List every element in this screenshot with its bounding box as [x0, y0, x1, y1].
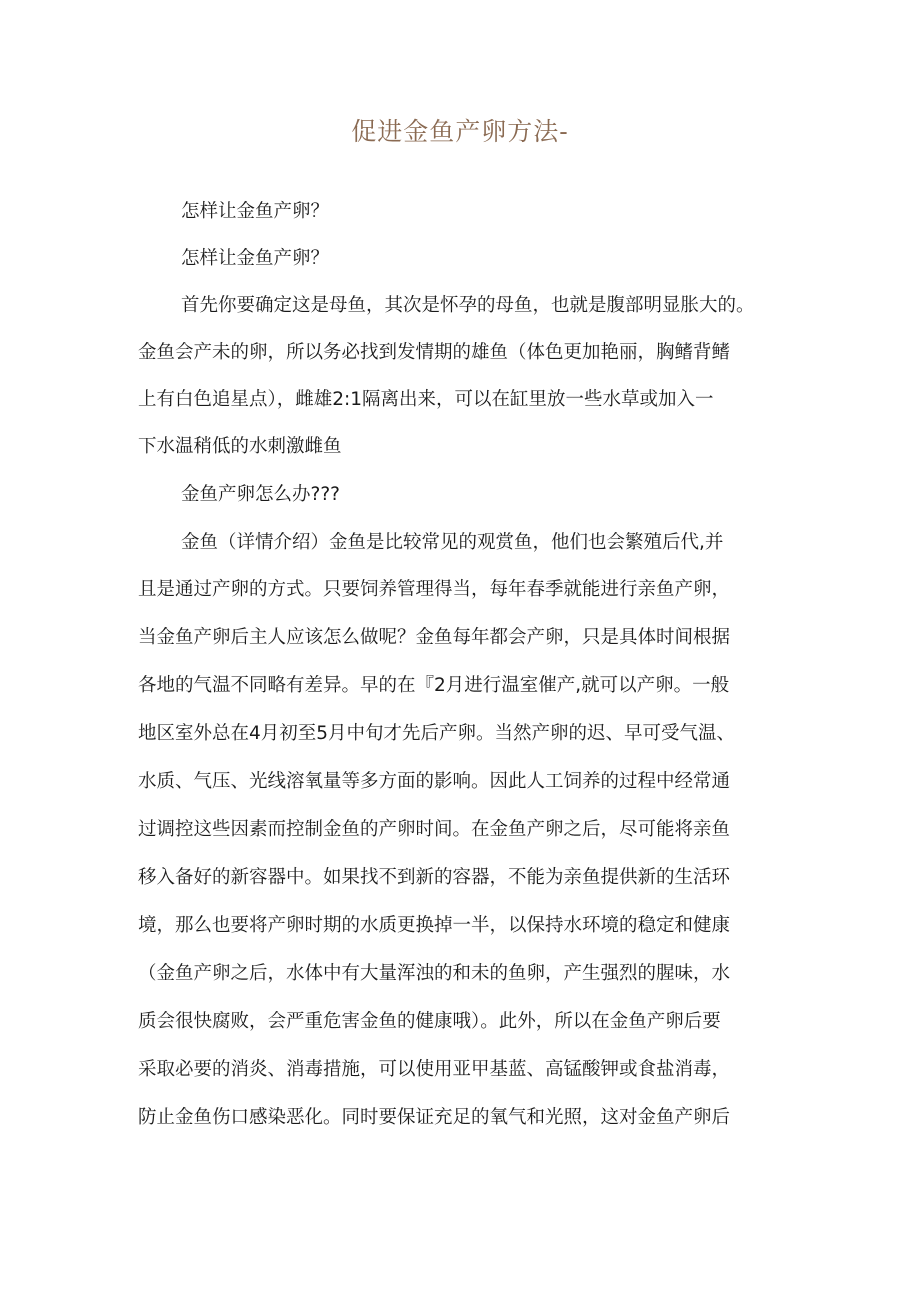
paragraph-line: 过调控这些因素而控制金鱼的产卵时间。在金鱼产卵之后，尽可能将亲鱼 — [138, 819, 731, 840]
paragraph-line: 下水温稍低的水刺激雌鱼 — [138, 436, 342, 457]
paragraph-heading: 怎样让金鱼产卵？ — [181, 201, 330, 222]
paragraph-heading: 金鱼产卵怎么办??? — [181, 484, 340, 505]
paragraph-line: 境，那么也要将产卵时期的水质更换掉一半，以保持水环境的稳定和健康 — [138, 915, 731, 936]
document-title: 促进金鱼产卵方法- — [351, 117, 569, 146]
paragraph-line: 防止金鱼伤口感染恶化。同时要保证充足的氧气和光照，这对金鱼产卵后 — [138, 1107, 731, 1128]
paragraph-line: 金鱼会产未的卵，所以务必找到发情期的雄鱼（体色更加艳丽，胸鳍背鳍 — [138, 342, 731, 363]
paragraph-line: 移入备好的新容器中。如果找不到新的容器，不能为亲鱼提供新的生活环 — [138, 867, 731, 888]
paragraph-line: 采取必要的消炎、消毒措施，可以使用亚甲基蓝、高锰酸钾或食盐消毒， — [138, 1059, 731, 1080]
paragraph-line: 地区室外总在4月初至5月中旬才先后产卵。当然产卵的迟、早可受气温、 — [138, 723, 736, 744]
paragraph-line: 上有白色追星点），雌雄2:1隔离出来，可以在缸里放一些水草或加入一 — [138, 389, 714, 410]
paragraph-line: 首先你要确定这是母鱼，其次是怀孕的母鱼，也就是腹部明显胀大的。 — [181, 295, 755, 316]
paragraph-line: （金鱼产卵之后，水体中有大量浑浊的和未的鱼卵，产生强烈的腥味，水 — [138, 963, 731, 984]
paragraph-line: 水质、气压、光线溶氧量等多方面的影响。因此人工饲养的过程中经常通 — [138, 771, 731, 792]
paragraph-line: 且是通过产卵的方式。只要饲养管理得当，每年春季就能进行亲鱼产卵， — [138, 579, 731, 600]
paragraph-heading: 怎样让金鱼产卵？ — [181, 248, 330, 269]
paragraph-line: 质会很快腐败，会严重危害金鱼的健康哦）。此外，所以在金鱼产卵后要 — [138, 1011, 721, 1032]
paragraph-line: 各地的气温不同略有差异。早的在『2月进行温室催产,就可以产卵。一般 — [138, 675, 730, 696]
paragraph-line: 当金鱼产卵后主人应该怎么做呢？金鱼每年都会产卵，只是具体时间根据 — [138, 627, 731, 648]
paragraph-line: 金鱼（详情介绍）金鱼是比较常见的观赏鱼，他们也会繁殖后代,并 — [181, 532, 724, 553]
